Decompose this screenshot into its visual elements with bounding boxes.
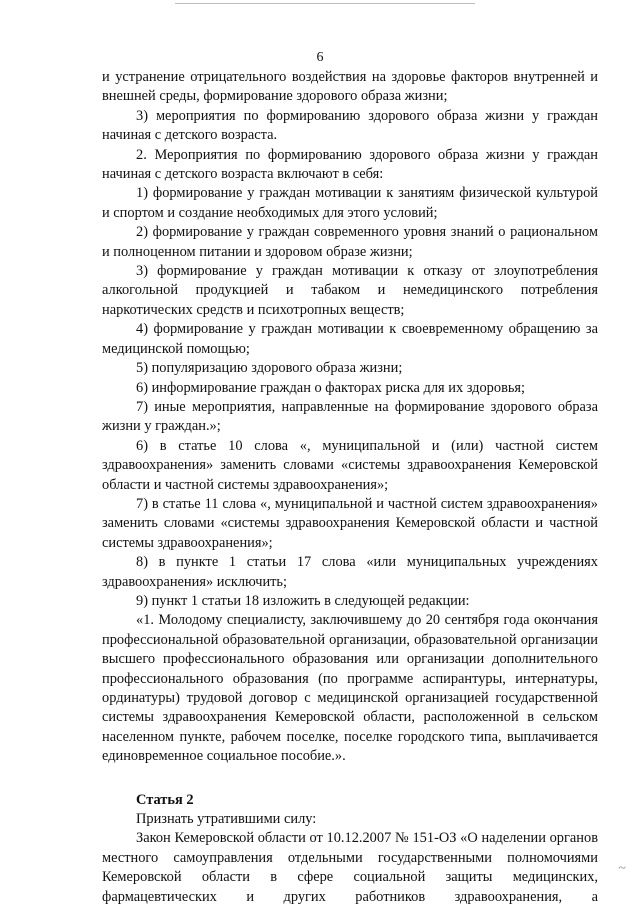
amendment-item: 9) пункт 1 статьи 18 изложить в следующей редакции: <box>136 592 470 609</box>
section-gap <box>102 767 598 791</box>
scan-corner-mark: ~ <box>618 861 626 876</box>
paragraph: и устранение отрицательного воздействия на здоровье факторов внутренней и внешней среды, формирование здорового образа жизни; <box>102 69 598 105</box>
document-body <box>102 68 598 907</box>
quoted-paragraph: «1. Молодому специалисту, заключившему до 20 сентября года окончания профессиональной образовательной организации, образовательной организации высшего профессионального образования или организации дополнительного профессионального образования (по программе аспирантуры, интернатуры, ординатуры) трудовой договор с медицинской организацией государственной системы здравоохранения Кемеровской области, расположенной в сельском населенном пункте, рабочем поселке, поселке городского типа, выплачивается единовременное социальное пособие.». <box>102 612 598 765</box>
amendment-item: 8) в пункте 1 статьи 17 слова «или муниципальных учреждениях здравоохранения» исключить; <box>102 554 598 590</box>
list-item: 7) иные мероприятия, направленные на формирование здорового образа жизни у граждан.»; <box>102 398 598 435</box>
scan-edge-line <box>175 3 475 4</box>
paragraph: 3) мероприятия по формированию здорового образа жизни у граждан начиная с детского возраста. <box>102 107 598 144</box>
list-item: 3) формирование у граждан мотивации к отказу от злоупотребления алкогольной продукцией и табаком и немедицинского потребления наркотических средств и психотропных веществ; <box>102 263 598 318</box>
list-item: 1) формирование у граждан мотивации к занятиям физической культурой и спортом и создание необходимых для этого условий; <box>102 185 598 221</box>
list-item: 5) популяризацию здорового образа жизни; <box>136 360 403 377</box>
paragraph: Закон Кемеровской области от 10.12.2007 № 151-ОЗ «О наделении органов местного самоуправления отдельными государственными полномочиями Кемеровской области в сфере социальной защиты медицинских, фармацевтических и других работников здравоохранения, а <box>102 830 598 905</box>
list-item: 6) информирование граждан о факторах риска для их здоровья; <box>136 379 526 396</box>
page-number: 6 <box>316 50 324 65</box>
paragraph: Признать утратившими силу: <box>136 811 317 828</box>
paragraph: 2. Мероприятия по формированию здорового образа жизни у граждан начиная с детского возраста включают в себя: <box>102 146 598 183</box>
amendment-item: 6) в статье 10 слова «, муниципальной и (или) частной систем здравоохранения» заменить словами «системы здравоохранения Кемеровской области и частной системы здравоохранения»; <box>102 437 598 493</box>
list-item: 2) формирование у граждан современного уровня знаний о рациональном и полноценном питании и здоровом образе жизни; <box>102 224 598 260</box>
article-heading: Статья 2 <box>136 791 194 808</box>
list-item: 4) формирование у граждан мотивации к своевременному обращению за медицинской помощью; <box>102 321 598 357</box>
amendment-item: 7) в статье 11 слова «, муниципальной и частной систем здравоохранения» заменить словами «системы здравоохранения Кемеровской области и частной системы здравоохранения»; <box>102 495 598 551</box>
